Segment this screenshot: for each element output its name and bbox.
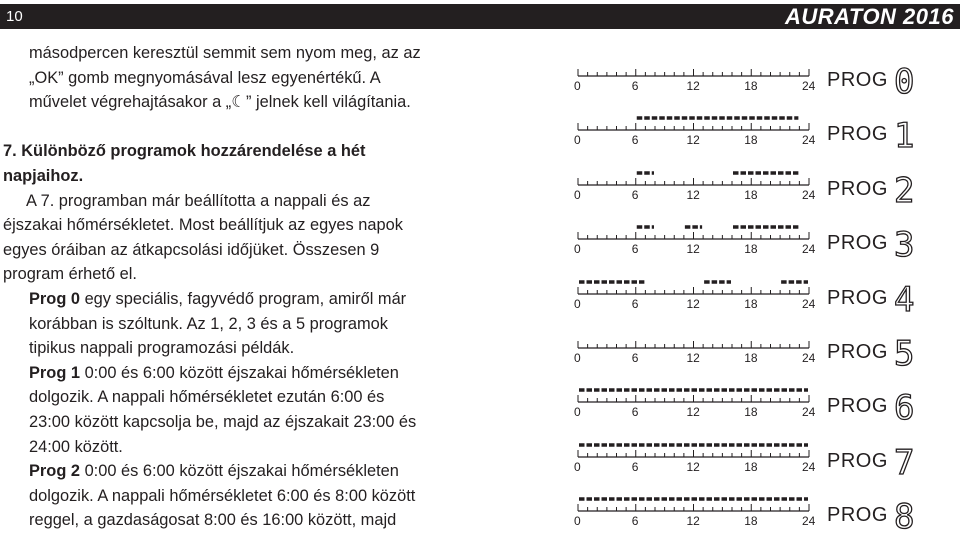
hour-tick-label: 24 <box>802 79 816 93</box>
hour-tick-label: 24 <box>802 405 816 420</box>
line-text: program érhető el. <box>3 265 137 284</box>
program-label: PROG <box>827 449 888 472</box>
program-digit: 6 <box>894 388 915 429</box>
hour-tick-label: 18 <box>744 187 758 202</box>
hour-tick-label: 12 <box>686 296 700 311</box>
line-text: dolgozik. A nappali hőmérsékletet 6:00 és 8:00 között <box>29 486 416 505</box>
program-diagram-column <box>568 0 960 538</box>
paragraph-line <box>0 312 470 337</box>
program-label: PROG <box>827 123 888 146</box>
paragraph-line <box>0 385 470 410</box>
hour-tick-label: 18 <box>744 242 758 257</box>
line-text: 0:00 és 6:00 között éjszakai hőmérsékleten <box>80 363 399 382</box>
program-label: PROG <box>827 341 888 363</box>
hour-tick-label: 24 <box>802 187 816 202</box>
paragraph-line <box>0 66 470 91</box>
paragraph-line <box>0 189 470 214</box>
paragraph-line <box>0 459 470 484</box>
hour-tick-label: 24 <box>802 514 816 529</box>
hour-tick-label: 18 <box>744 514 758 529</box>
line-text: éjszakai hőmérsékletet. Most beállítjuk az egyes napok <box>3 216 403 235</box>
line-text: művelet végrehajtásakor a „☾” jelnek kell világítania. <box>29 93 411 112</box>
hour-tick-label: 6 <box>631 514 639 529</box>
program-label: PROG <box>827 286 888 309</box>
line-text: A 7. programban már beállította a nappali és az <box>26 191 371 210</box>
hour-tick-label: 24 <box>802 242 816 257</box>
program-row-8 <box>568 491 960 545</box>
hour-tick-label: 0 <box>574 79 581 93</box>
line-text: tipikus nappali programozási példák. <box>29 339 295 358</box>
program-label: PROG <box>827 177 888 200</box>
line-text: 24:00 között. <box>29 437 123 456</box>
line-text: napjaihoz. <box>3 166 84 185</box>
hour-tick-label: 0 <box>574 405 581 420</box>
paragraph-line <box>0 90 470 115</box>
page-number: 10 <box>6 8 23 25</box>
paragraph-line <box>0 287 470 312</box>
line-text: korábban is szóltunk. Az 1, 2, 3 és a 5 programok <box>29 314 388 333</box>
program-digit: 3 <box>894 225 915 266</box>
hour-tick-label: 6 <box>631 133 639 148</box>
hour-tick-label: 0 <box>574 459 581 474</box>
program-digit: 2 <box>894 170 915 211</box>
hour-tick-label: 18 <box>744 79 758 93</box>
hour-tick-label: 12 <box>686 514 700 529</box>
program-timeline <box>568 437 960 491</box>
hour-tick-label: 12 <box>686 187 700 202</box>
program-digit: 7 <box>894 442 915 483</box>
program-row-4 <box>568 274 960 328</box>
hour-tick-label: 6 <box>631 459 639 474</box>
program-row-7 <box>568 437 960 491</box>
program-digit: 4 <box>894 279 915 320</box>
paragraph-line <box>0 410 470 435</box>
hour-tick-label: 6 <box>631 187 639 202</box>
program-digit: 1 <box>894 116 915 157</box>
program-row-0 <box>568 56 960 110</box>
paragraph-line <box>0 508 470 533</box>
hour-tick-label: 18 <box>744 405 758 420</box>
paragraph-line <box>0 484 470 509</box>
program-row-1 <box>568 110 960 164</box>
line-text: dolgozik. A nappali hőmérsékletet ezután 6:00 és <box>29 388 385 407</box>
paragraph-line <box>0 41 470 66</box>
line-text: „OK” gomb megnyomásával lesz egyenértékű. A <box>29 68 381 87</box>
hour-tick-label: 12 <box>686 405 700 420</box>
program-name: Prog 1 <box>29 363 81 382</box>
hour-tick-label: 12 <box>686 79 700 93</box>
hour-tick-label: 18 <box>744 133 758 148</box>
hour-tick-label: 12 <box>686 351 700 365</box>
paragraph-line <box>0 238 470 263</box>
hour-tick-label: 6 <box>631 296 639 311</box>
program-timeline <box>568 110 960 164</box>
hour-tick-label: 6 <box>631 242 639 257</box>
program-row-6 <box>568 382 960 436</box>
line-text: egyes óráiban az átkapcsolási időjüket. Összesen 9 <box>3 240 380 259</box>
program-label: PROG <box>827 232 888 255</box>
program-name: Prog 2 <box>29 462 81 481</box>
line-text: 0:00 és 6:00 között éjszakai hőmérsékleten <box>80 462 399 481</box>
paragraph-line <box>0 262 470 287</box>
hour-tick-label: 12 <box>686 459 700 474</box>
program-label: PROG <box>827 504 888 527</box>
program-timeline <box>568 56 960 110</box>
paragraph-line <box>0 361 470 386</box>
paragraph-line <box>0 213 470 238</box>
program-digit: 8 <box>894 497 915 538</box>
line-text: 7. Különböző programok hozzárendelése a hét <box>3 142 366 161</box>
hour-tick-label: 12 <box>686 133 700 148</box>
hour-tick-label: 12 <box>686 242 700 257</box>
program-timeline <box>568 491 960 545</box>
line-text: egy speciális, fagyvédő program, amiről már <box>80 289 407 308</box>
hour-tick-label: 6 <box>631 79 639 93</box>
hour-tick-label: 24 <box>802 133 816 148</box>
line-text: 23:00 között kapcsolja be, majd az éjszakait 23:00 és <box>29 412 417 431</box>
hour-tick-label: 24 <box>802 351 816 365</box>
program-row-2 <box>568 165 960 219</box>
hour-tick-label: 0 <box>574 187 581 202</box>
program-timeline <box>568 165 960 219</box>
hour-tick-label: 6 <box>631 405 639 420</box>
program-row-5 <box>568 328 960 382</box>
paragraph-line <box>0 435 470 460</box>
hour-tick-label: 18 <box>744 296 758 311</box>
program-timeline <box>568 382 960 436</box>
paragraph-line <box>0 336 470 361</box>
program-timeline <box>568 219 960 273</box>
program-row-3 <box>568 219 960 273</box>
hour-tick-label: 0 <box>574 514 581 529</box>
hour-tick-label: 0 <box>574 242 581 257</box>
hour-tick-label: 24 <box>802 459 816 474</box>
line-text: reggel, a gazdaságosat 8:00 és 16:00 között, majd <box>29 511 397 530</box>
line-text: másodpercen keresztül semmit sem nyom meg, az az <box>29 44 421 62</box>
program-label: PROG <box>827 69 888 91</box>
hour-tick-label: 24 <box>802 296 816 311</box>
section-heading-line <box>0 139 470 164</box>
manual-text-column <box>0 41 470 533</box>
brand-logo-text: AURATON 2016 <box>784 4 954 29</box>
hour-tick-label: 18 <box>744 459 758 474</box>
program-digit: 0 <box>894 62 915 102</box>
section-heading-line <box>0 164 470 189</box>
program-digit: 5 <box>894 334 915 374</box>
hour-tick-label: 0 <box>574 296 581 311</box>
hour-tick-label: 0 <box>574 133 581 148</box>
hour-tick-label: 0 <box>574 351 581 365</box>
hour-tick-label: 18 <box>744 351 758 365</box>
paragraph-line <box>0 115 470 140</box>
hour-tick-label: 6 <box>631 351 639 365</box>
program-label: PROG <box>827 395 888 418</box>
program-timeline <box>568 328 960 382</box>
program-timeline <box>568 274 960 328</box>
program-name: Prog 0 <box>29 289 81 308</box>
